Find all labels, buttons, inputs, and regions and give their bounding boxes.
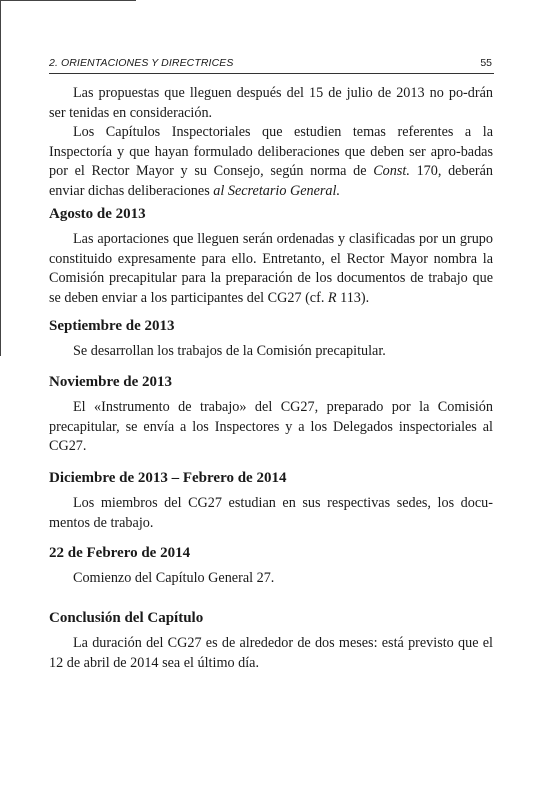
section-noviembre <box>49 372 493 457</box>
intro-p2-secretario: al Secretario General. <box>213 182 341 199</box>
intro-p2-text-b: 170, deberán enviar dichas deliberaciones <box>49 163 493 199</box>
section-paragraph: Los miembros del CG27 estudian en sus respectivas sedes, los docu-mentos de trabajo. <box>49 495 493 531</box>
intro-paragraph-1: Las propuestas que lleguen después del 15 de julio de 2013 no po-drán ser tenidas en consideración. <box>49 85 493 121</box>
section-paragraph: Se desarrollan los trabajos de la Comisión precapitular. <box>73 343 386 359</box>
section-conclusion <box>49 608 493 673</box>
intro-block <box>49 84 493 201</box>
section-diciembre-febrero <box>49 468 493 533</box>
intro-p2-text-a: Los Capítulos Inspectoriales que estudien temas referentes a la Inspectoría y que hayan formulado deliberaciones que deben ser apro-badas por el Rector Mayor y su Consejo, según norma de <box>49 124 493 179</box>
running-header <box>49 55 494 74</box>
section-heading: Agosto de 2013 <box>49 206 146 222</box>
section-text-em: R <box>327 289 337 306</box>
crop-mark-top <box>0 0 136 1</box>
section-text-a: Las aportaciones que lleguen serán ordenadas y clasificadas por un grupo constituido expresamente para ello. Entretanto, el Rector Mayor nombra la Comisión precapitular para la preparación de los documentos de trabajo que se deben enviar a los participantes del CG27 (cf. <box>49 231 493 306</box>
section-heading: Diciembre de 2013 – Febrero de 2014 <box>49 470 287 486</box>
section-heading: Septiembre de 2013 <box>49 318 175 334</box>
section-heading: Noviembre de 2013 <box>49 374 173 390</box>
section-22-febrero <box>49 543 493 589</box>
section-paragraph: El «Instrumento de trabajo» del CG27, preparado por la Comisión precapitular, se envía a los Inspectores y a los Delegados inspectoriales al CG27. <box>49 399 493 454</box>
section-paragraph <box>49 230 493 308</box>
section-agosto <box>49 204 493 308</box>
intro-p2-const: Const. <box>373 163 410 179</box>
intro-paragraph-2 <box>49 123 493 201</box>
section-paragraph: Comienzo del Capítulo General 27. <box>73 570 275 586</box>
running-title: 2. ORIENTACIONES Y DIRECTRICES <box>49 57 234 69</box>
section-heading: 22 de Febrero de 2014 <box>49 545 191 561</box>
section-text-b: 113). <box>336 289 370 306</box>
section-septiembre <box>49 316 493 362</box>
page-number: 55 <box>480 57 492 69</box>
section-heading: Conclusión del Capítulo <box>49 610 204 626</box>
crop-mark-left <box>0 0 1 356</box>
section-paragraph: La duración del CG27 es de alrededor de dos meses: está previsto que el 12 de abril de 2014 sea el último día. <box>49 635 493 671</box>
